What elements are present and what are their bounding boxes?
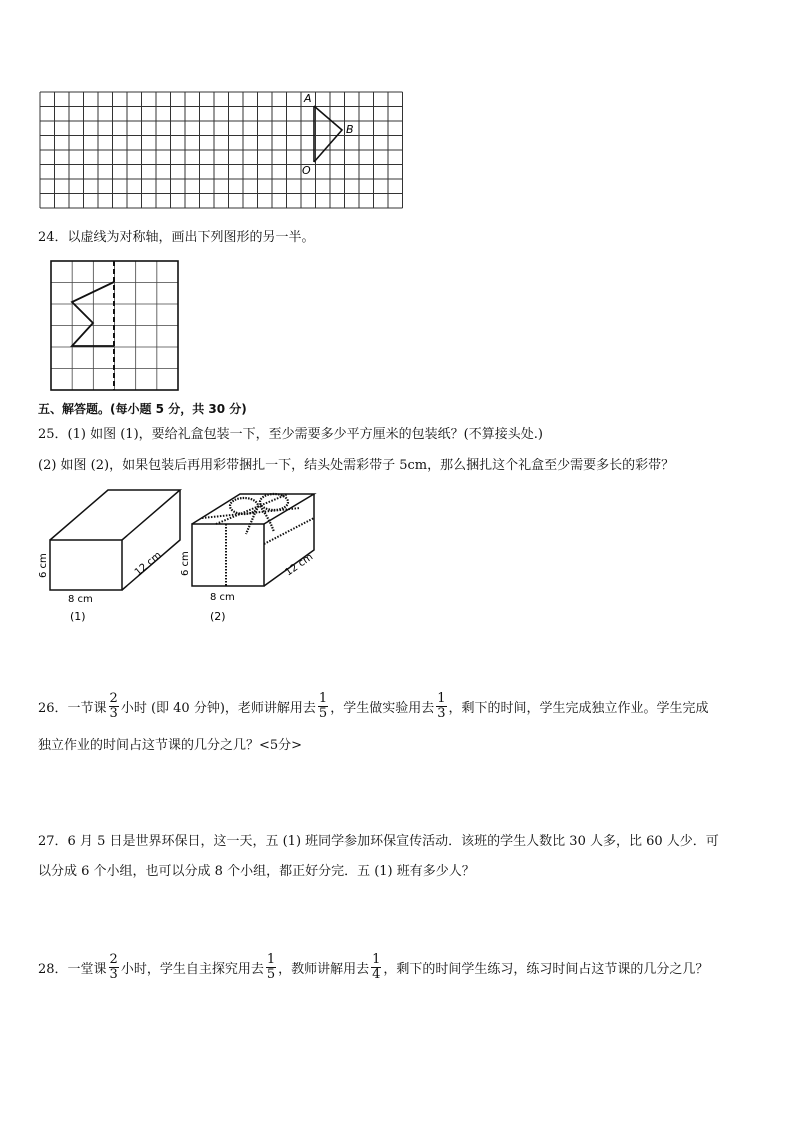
section-5-title: 五、解答题。(每小题 5 分，共 30 分) bbox=[38, 402, 247, 416]
fig1-height-label: 6 cm bbox=[38, 553, 49, 578]
q28-pre: 28．一堂课 bbox=[38, 962, 107, 977]
q28-post: ，剩下的时间学生练习，练习时间占这节课的几分之几？ bbox=[383, 962, 709, 977]
question-26-line2: 独立作业的时间占这节课的几分之几？<5分> bbox=[38, 738, 303, 753]
q28-fraction-2: $\frac{1}{5}$ bbox=[266, 952, 276, 982]
symmetry-grid bbox=[50, 260, 180, 392]
fig2-height-label: 6 cm bbox=[180, 551, 191, 576]
fig2-depth-label: 12 cm bbox=[283, 551, 316, 579]
fig1-width-label: 8 cm bbox=[68, 594, 93, 605]
box-figure-1 bbox=[36, 484, 188, 624]
q26-mid2: ，学生做实验用去 bbox=[330, 701, 435, 716]
q28-fraction-3: $\frac{1}{4}$ bbox=[372, 952, 381, 982]
grid-figure bbox=[38, 90, 404, 214]
grid-lines bbox=[40, 92, 403, 208]
q28-mid2: ，教师讲解用去 bbox=[278, 962, 370, 977]
label-a: A bbox=[304, 92, 312, 105]
triangle-aob bbox=[314, 106, 342, 162]
question-25-part2: (2) 如图 (2)，如果包装后再用彩带捆扎一下，结头处需彩带子 5cm，那么捆扎这个礼盒至少需要多长的彩带？ bbox=[38, 458, 675, 473]
q26-pre: 26．一节课 bbox=[38, 701, 107, 716]
question-27-line1: 27．6 月 5 日是世界环保日，这一天，五 (1) 班同学参加环保宣传活动．该班的学生人数比 30 人多，比 60 人少．可 bbox=[38, 834, 719, 849]
q26-fraction-2: $\frac{1}{5}$ bbox=[318, 691, 328, 721]
fig1-depth-label: 12 cm bbox=[132, 549, 164, 579]
question-27-line2: 以分成 6 个小组，也可以分成 8 个小组，都正好分完．五 (1) 班有多少人？ bbox=[38, 864, 475, 879]
label-o: O bbox=[302, 164, 311, 177]
fig2-width-label: 8 cm bbox=[210, 592, 235, 603]
box-figure-2 bbox=[176, 484, 336, 624]
q26-fraction-1: $\frac{2}{3}$ bbox=[109, 691, 118, 721]
q26-post: ，剩下的时间，学生完成独立作业。学生完成 bbox=[448, 701, 709, 716]
question-28-line bbox=[38, 953, 708, 982]
question-26-line1 bbox=[38, 692, 709, 721]
question-24: 24．以虚线为对称轴，画出下列图形的另一半。 bbox=[38, 230, 315, 245]
fig2-caption: (2) bbox=[210, 610, 226, 623]
label-b: B bbox=[346, 123, 354, 136]
q26-mid1: 小时 (即 40 分钟)，老师讲解用去 bbox=[120, 701, 316, 716]
q28-mid1: 小时，学生自主探究用去 bbox=[120, 962, 264, 977]
q28-fraction-1: $\frac{2}{3}$ bbox=[109, 952, 118, 982]
question-25-part1: 25．(1) 如图 (1)，要给礼盒包装一下，至少需要多少平方厘米的包装纸？(不算接头处.) bbox=[38, 427, 543, 442]
fig1-caption: (1) bbox=[70, 610, 86, 623]
q26-fraction-3: $\frac{1}{3}$ bbox=[437, 691, 446, 721]
